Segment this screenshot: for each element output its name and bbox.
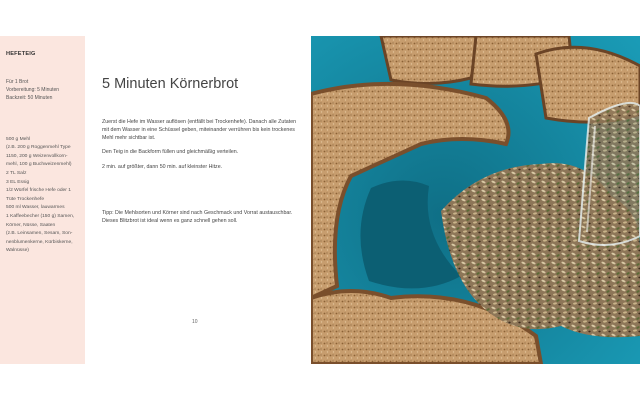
bread-photo — [311, 36, 640, 364]
recipe-title: 5 Minuten Körnerbrot — [102, 76, 239, 92]
book-spread — [0, 36, 640, 364]
ingredient-line: 500 ml Wasser, lauwarmes — [6, 205, 65, 211]
instruction-paragraph: 2 min. auf größter, dann 50 min. auf kleinster Hitze. — [102, 164, 223, 171]
ingredient-line: Tüte Trockenhefe — [6, 196, 45, 202]
bake-time-text: Backzeit: 50 Minuten — [6, 95, 53, 102]
recipe-meta — [6, 78, 79, 103]
ingredient-line: (z.B. Leinsamen, Sesam, Son- — [6, 231, 73, 237]
bread-slice — [381, 36, 481, 84]
ingredient-line: 1150, 200 g Weizenvollkorn- — [6, 153, 68, 159]
page-number: 10 — [192, 319, 198, 325]
ingredients-sidebar — [0, 36, 85, 364]
instruction-paragraph: Den Teig in die Backform füllen und gleichmäßig verteilen. — [102, 149, 239, 156]
instructions — [102, 119, 302, 172]
sidebar-heading: HEFETEIG — [6, 51, 36, 57]
ingredient-line: 3 EL Essig — [6, 179, 30, 185]
ingredient-line: 1 Kaffeebecher (150 g) Samen, — [6, 213, 75, 219]
ingredient-line: 1/2 Würfel frische Hefe oder 1 — [6, 188, 71, 194]
prep-time-text: Vorbereitung: 5 Minuten — [6, 87, 60, 94]
ingredient-line: Walnüsse) — [6, 248, 29, 254]
ingredient-line: Körner, Nüsse, Saaten — [6, 222, 56, 228]
instruction-paragraph: Zuerst die Hefe im Wasser auflösen (entfällt bei Trockenhefe). Danach alle Zutaten mit dem Wasser in eine Schüssel geben, miteinander verrühren bis kein trockenes Mehl mehr sichtbar ist. — [102, 119, 297, 141]
servings-text: Für 1 Brot — [6, 79, 29, 85]
ingredient-line: mehl, 100 g Buchweizenmehl) — [6, 162, 72, 168]
ingredient-line: (z.B. 200 g Roggenmehl Type — [6, 145, 71, 151]
ingredient-line: nenblumenkerne, Kürbiskerne, — [6, 239, 73, 245]
ingredient-list — [6, 136, 79, 256]
recipe-page — [85, 36, 311, 364]
bread-illustration — [311, 36, 640, 364]
tip-text: Tipp: Die Mehlsorten und Körner sind nach Geschmack und Vorrat austauschbar. Dieses Blitzbrot ist ideal wenn es ganz schnell gehen soll. — [102, 210, 293, 224]
ingredient-line: 500 g Mehl — [6, 136, 31, 142]
glass-jar — [579, 103, 640, 245]
ingredient-line: 2 TL Salz — [6, 170, 27, 176]
